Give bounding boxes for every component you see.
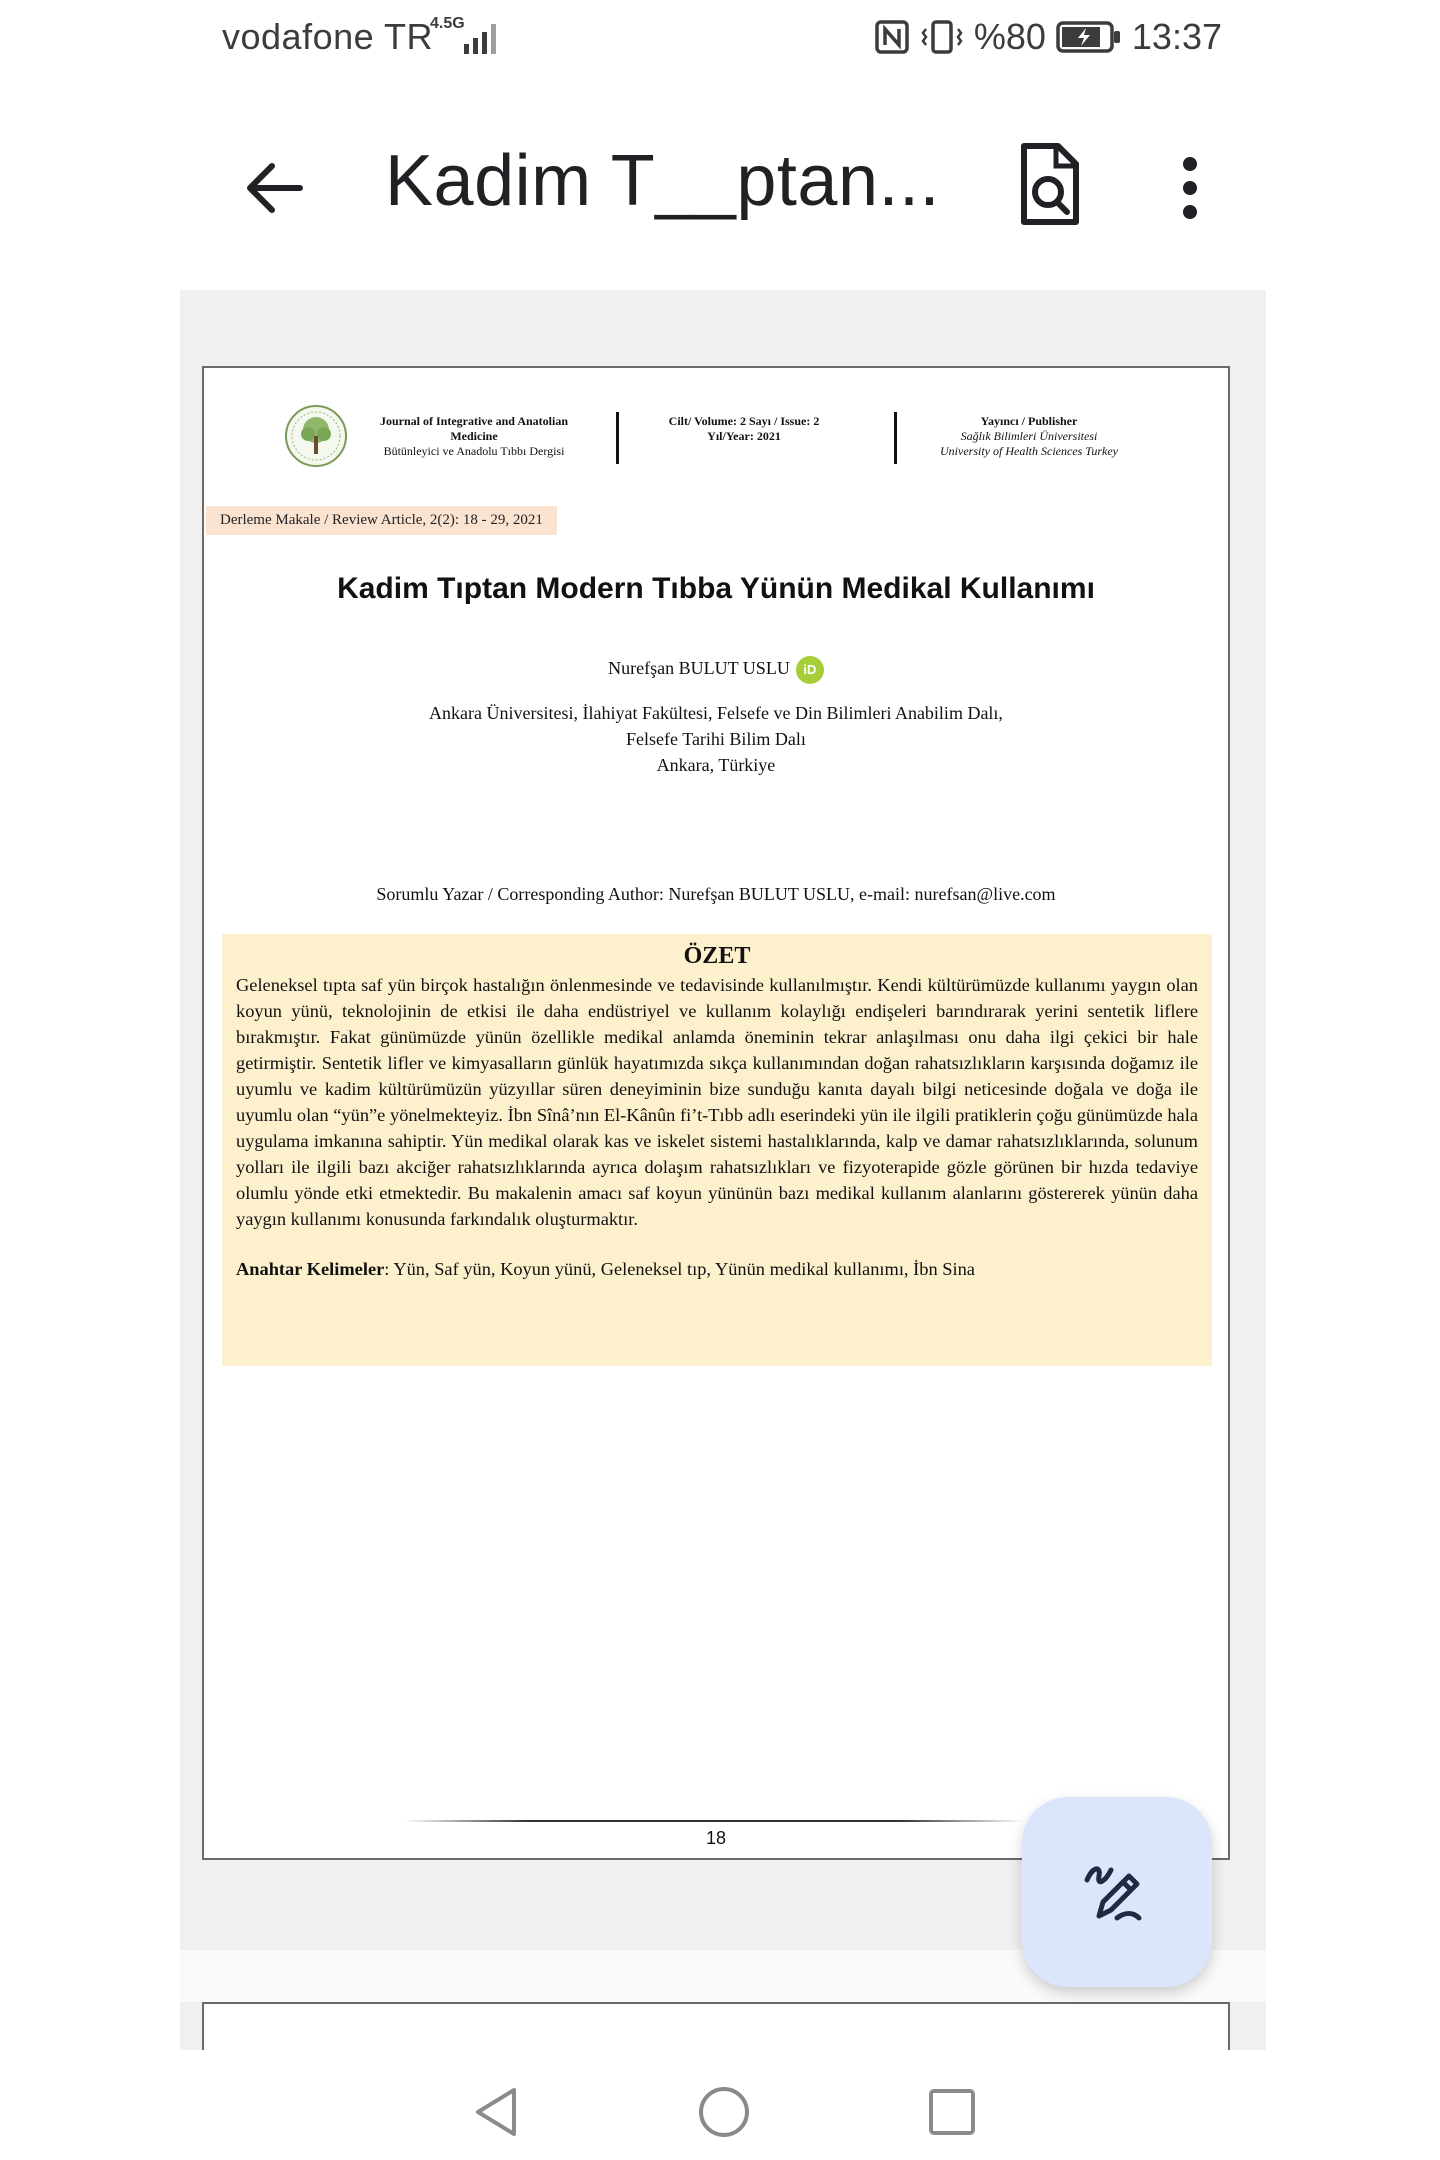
square-recents-icon [922, 2082, 982, 2142]
nav-back-button[interactable] [466, 2082, 526, 2142]
nav-recents-button[interactable] [922, 2082, 982, 2142]
more-vertical-icon [1160, 148, 1220, 228]
keywords [236, 1256, 1198, 1282]
publisher-label: Yayıncı / Publisher [980, 414, 1078, 428]
corresponding-author: Sorumlu Yazar / Corresponding Author: Nurefşan BULUT USLU, e-mail: nurefsan@live.com [376, 884, 1056, 904]
keywords-list: : Yün, Saf yün, Koyun yünü, Geleneksel tıp, Yünün medikal kullanımı, İbn Sina [384, 1259, 975, 1279]
article-type-badge: Derleme Makale / Review Article, 2(2): 18 - 29, 2021 [206, 506, 557, 535]
signal-strength-icon [462, 20, 502, 54]
volume-info [644, 414, 844, 444]
journal-name [354, 414, 594, 459]
volume-issue: Cilt/ Volume: 2 Sayı / Issue: 2 [668, 414, 820, 428]
pdf-page [202, 366, 1230, 1860]
more-options-button[interactable] [1160, 148, 1220, 228]
page-number: 18 [705, 1828, 727, 1848]
nfc-icon [874, 19, 910, 55]
affiliation-line1: Ankara Üniversitesi, İlahiyat Fakültesi, Felsefe ve Din Bilimleri Anabilim Dalı, [429, 703, 1003, 723]
arrow-left-icon [236, 148, 316, 228]
edit-fab-button[interactable] [1022, 1797, 1212, 1987]
app-bar [0, 110, 1440, 250]
document-title: Kadim T__ptan... [385, 141, 940, 221]
vibrate-icon [920, 19, 964, 55]
publisher-info [914, 414, 1144, 459]
triangle-back-icon [466, 2082, 526, 2142]
publisher-tr: Sağlık Bilimleri Üniversitesi [960, 429, 1098, 443]
document-search-icon [1010, 140, 1090, 230]
author-line [204, 656, 1228, 684]
keywords-label: Anahtar Kelimeler [236, 1259, 385, 1279]
article-title: Kadim Tıptan Modern Tıbba Yünün Medikal Kullanımı [337, 572, 1095, 605]
abstract-heading: ÖZET [683, 943, 751, 969]
clock: 13:37 [1131, 16, 1222, 57]
orcid-icon[interactable]: iD [796, 656, 824, 684]
nav-home-button[interactable] [694, 2082, 754, 2142]
author-name: Nurefşan BULUT USLU [608, 658, 790, 679]
journal-name-tr: Bütünleyici ve Anadolu Tıbbı Dergisi [383, 444, 565, 458]
edit-pen-icon [1077, 1852, 1157, 1932]
battery-charging-icon [1056, 20, 1122, 54]
status-right-group [874, 16, 1222, 58]
abstract-text: Geleneksel tıpta saf yün birçok hastalığın önlenmesinde ve tedavisinde kullanılmıştır. Kendi kültürümüzde kullanımı yaygın olan koyun yünü, teknolojinin de etkisi ile daha endüstriyel ve kullanım kolaylığı endişeleri barındırarak yerini sentetik liflere bırakmıştır. Fakat günümüzde yünün özellikle medikal anlamda öneminin tekrar anlaşılması onu daha ilgi çekici bir hale getirmiştir. Sentetik lifler ve kimyasalların günlük hayatımızda sıkça kullanımından doğan rahatsızlıkların karşısında doğamız ile uyumlu ve kadim kültürümüzün yüzyıllar süren deneyiminin bize sunduğu kanıta dayalı bilgi neticesinde doğala ve doğa ile uyumlu olan “yün”e yönelmekteyiz. İbn Sînâ’nın El-Kânûn fi’t-Tıbb adlı eserindeki yün ile ilgili pratiklerin çoğu günümüzde hala uygulama imkanına sahiptir. Yün medikal olarak kas ve iskelet sistemi hastalıklarında, kalp ve damar rahatsızlıklarında, solunum yolları ile ilgili bazı akciğer rahatsızlıklarında ayrıca dolaşım rahatsızlıkları ve fizyoterapide gözle görünen bir hızda tedaviye olumlu yönde etki etmektedir. Bu makalenin amacı saf koyun yününün bazı medikal kullanım alanlarını göstererek yünün daha yaygın kullanımı konusunda farkındalık oluşturmaktır. [236, 975, 1198, 1229]
affiliation [204, 700, 1228, 778]
abstract-box [222, 934, 1212, 1366]
navigation-bar [0, 2040, 1440, 2160]
pdf-viewer[interactable] [180, 290, 1266, 2050]
battery-percent: %80 [973, 16, 1046, 57]
network-type: 4.5G [430, 15, 465, 32]
journal-name-line1: Journal of Integrative and Anatolian [379, 414, 568, 428]
circle-home-icon [694, 2082, 754, 2142]
journal-logo-icon [284, 404, 348, 468]
volume-year: Yıl/Year: 2021 [707, 429, 781, 443]
footer-rule [404, 1820, 1024, 1822]
publisher-en: University of Health Sciences Turkey [940, 444, 1118, 458]
journal-name-line2: Medicine [450, 429, 498, 443]
carrier-name: vodafone TR [222, 16, 433, 57]
back-button[interactable] [236, 148, 316, 228]
affiliation-line2: Felsefe Tarihi Bilim Dalı [626, 729, 806, 749]
status-bar [0, 0, 1440, 80]
header-divider [894, 412, 897, 464]
find-in-document-button[interactable] [1010, 140, 1090, 230]
header-divider [616, 412, 619, 464]
affiliation-line3: Ankara, Türkiye [656, 755, 776, 775]
